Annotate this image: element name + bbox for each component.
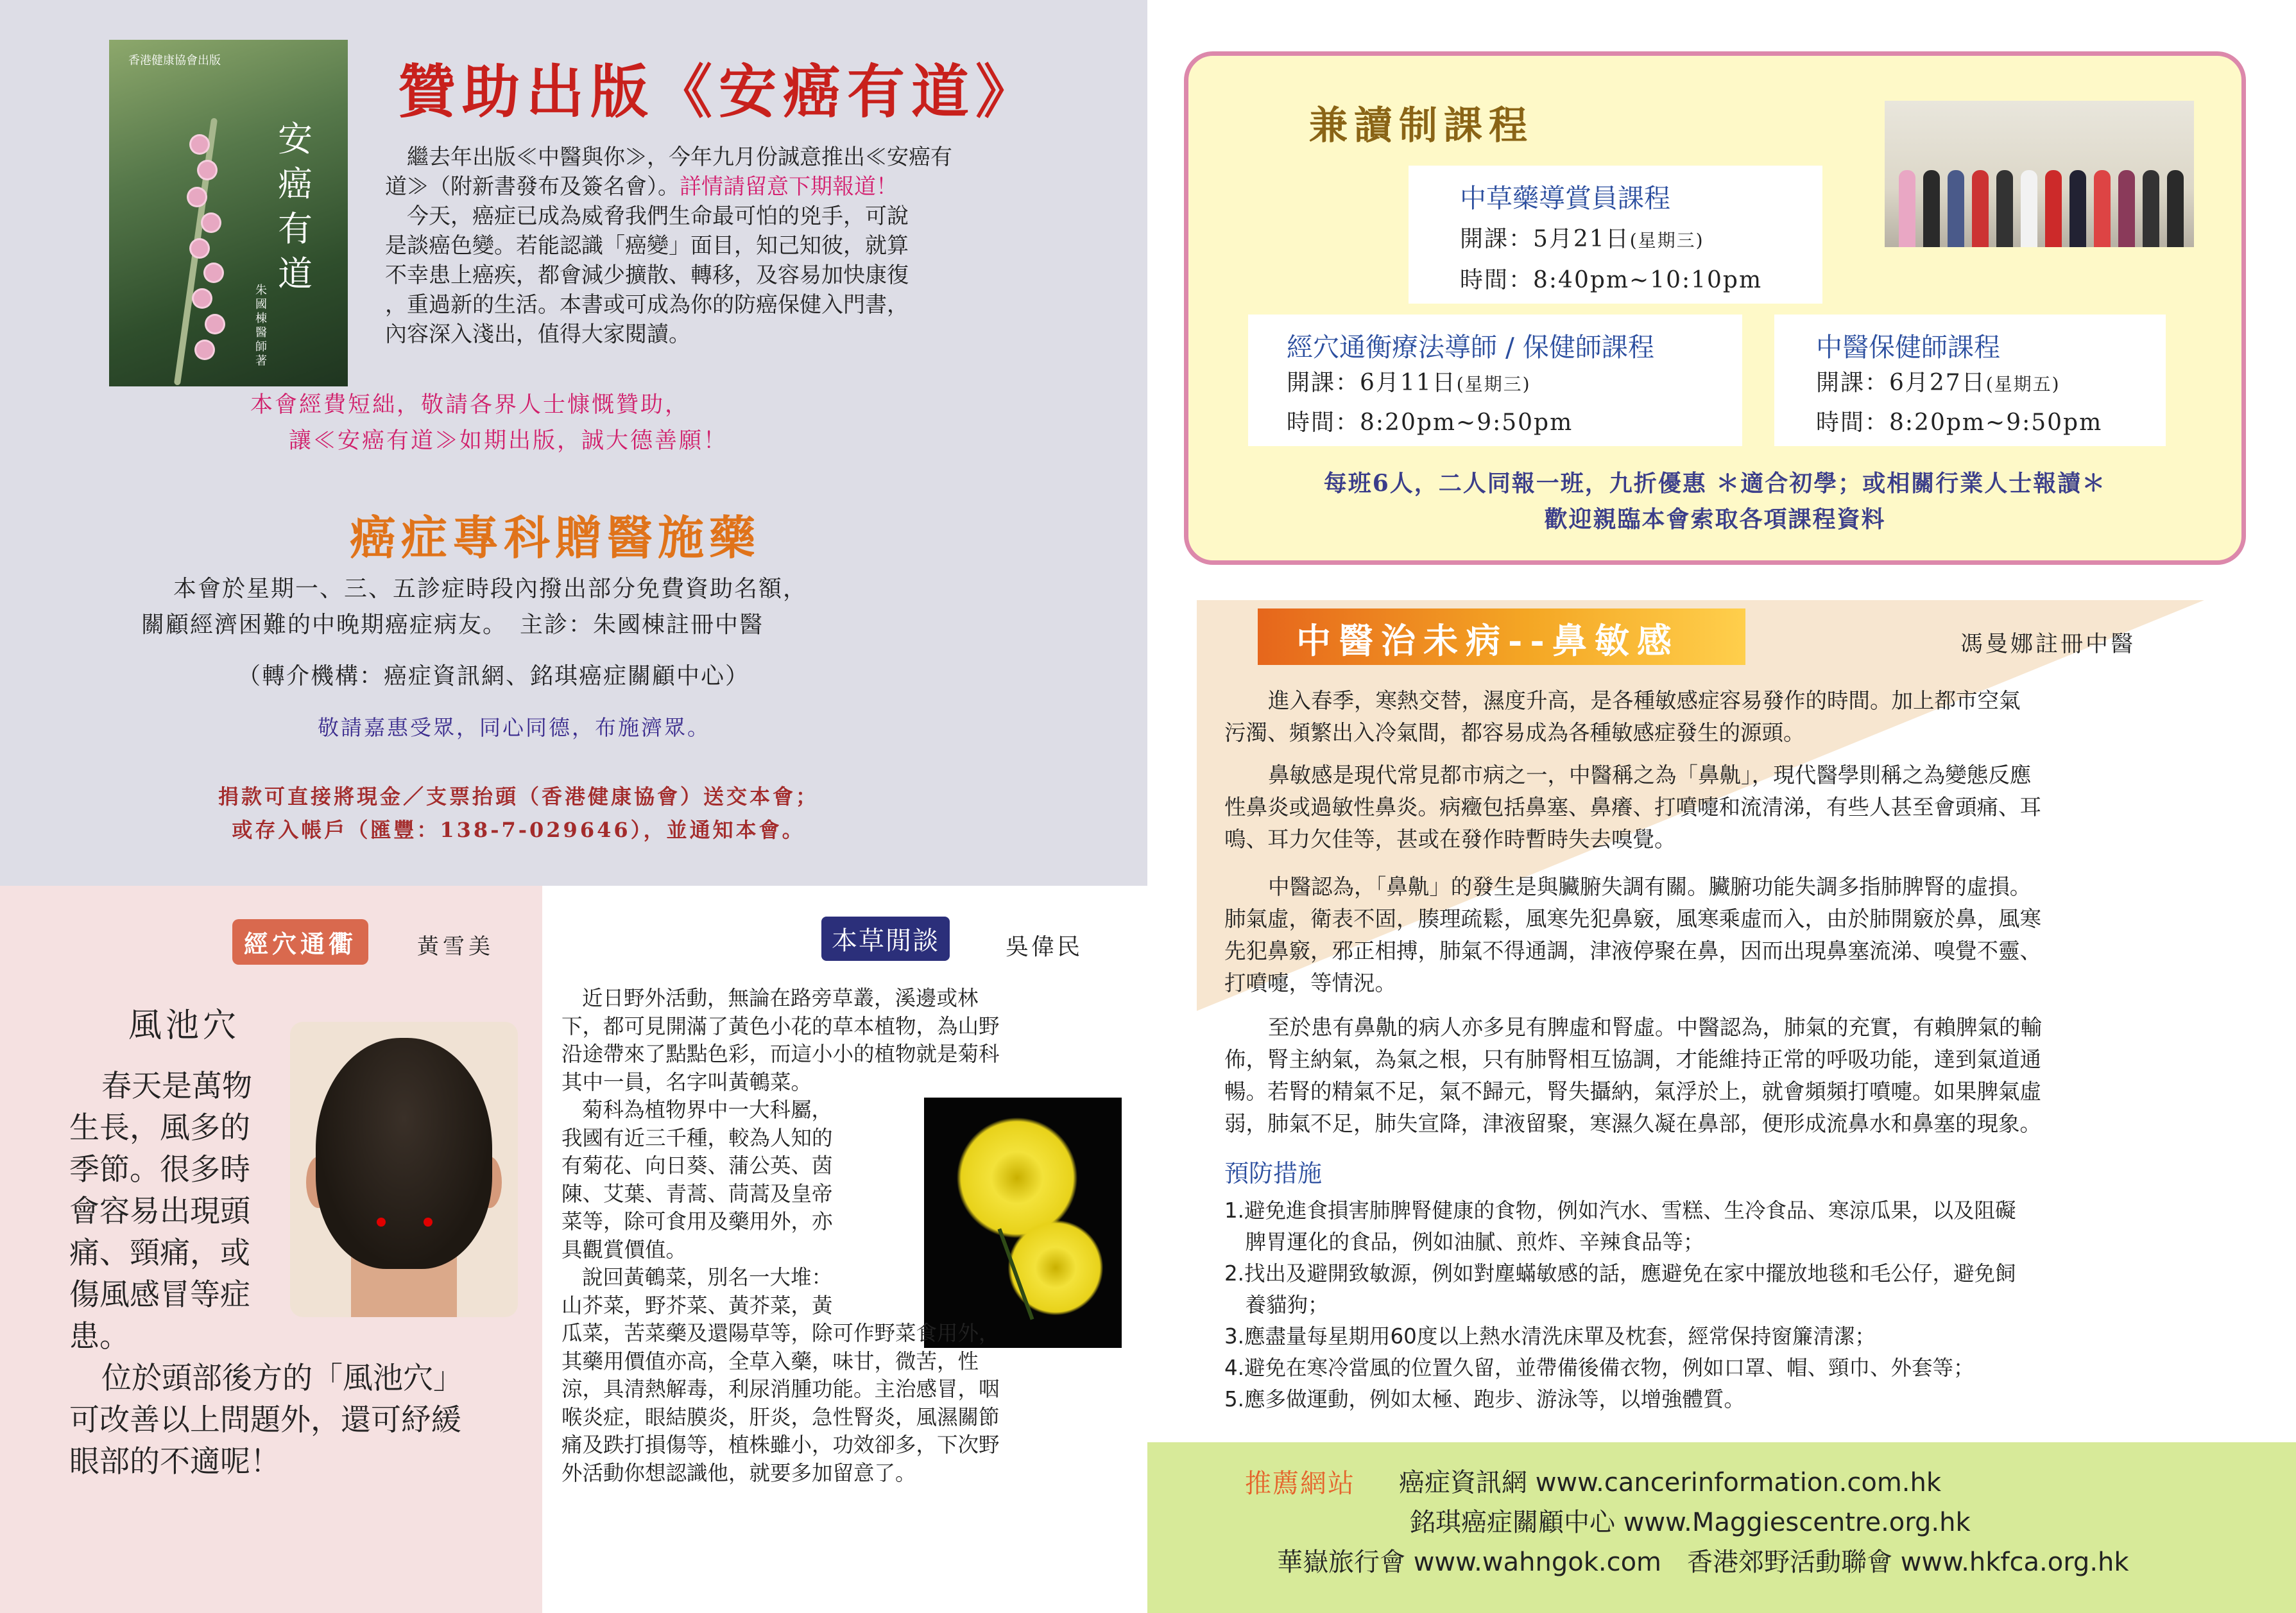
article-paragraph <box>1224 685 2225 749</box>
text-line: 弱，肺氣不足，肺失宣降，津液留聚，寒濕久凝在鼻部，便形成流鼻水和鼻塞的現象。 <box>1224 1111 2041 1136</box>
course-start-date: 開課：6月11日 <box>1287 370 1457 396</box>
text-line: 不幸患上癌疾，都會減少擴散、轉移，及容易加快康復 <box>385 263 909 288</box>
course-start-day: (星期三) <box>1456 374 1531 395</box>
list-item: 1.避免進食損害肺脾腎健康的食物，例如汽水、雪糕、生冷食品、寒涼瓜果，以及阻礙 <box>1224 1198 2016 1223</box>
text-line: 暢。若腎的精氣不足，氣不歸元，腎失攝納，氣浮於上，就會頻頻打噴嚏。如果脾氣虛 <box>1224 1079 2041 1104</box>
herb-author: 吳偉民 <box>1006 934 1083 960</box>
course-start-day: (星期三) <box>1629 230 1704 251</box>
flower-graphic <box>191 240 208 257</box>
text-line: 污濁、頻繁出入冷氣間，都容易成為各種敏感症發生的源頭。 <box>1224 720 1805 745</box>
article-paragraph <box>1224 871 2225 999</box>
text-line: 可改善以上問題外，還可紓緩 <box>69 1402 461 1438</box>
list-item: 2.找出及避開致敏源，例如對塵蟎敏感的話，應避免在家中擺放地毯和毛公仔，避免飼 <box>1224 1261 2016 1286</box>
text-line: 肺氣虛，衛表不固，腠理疏鬆，風寒先犯鼻竅，風寒乘虛而入，由於肺開竅於鼻，風寒 <box>1224 906 2041 931</box>
acupoint-author: 黃雪美 <box>417 934 494 960</box>
websites-title: 推薦網站 <box>1245 1468 1355 1499</box>
text-line: 本會於星期一、三、五診症時段內撥出部分免費資助名額， <box>173 576 808 602</box>
publication-emphasis: 詳情請留意下期報道！ <box>680 174 898 200</box>
text-line: ，重過新的生活。本書或可成為你的防癌保健入門書， <box>385 292 909 318</box>
text-line: 菊科為植物界中一大科屬， <box>582 1098 833 1122</box>
invitation-text: 敬請嘉惠受眾，同心同德，布施濟眾。 <box>318 715 710 740</box>
course-time: 時間：8:20pm~9:50pm <box>1287 410 1573 436</box>
course-start <box>1816 365 2060 397</box>
person-graphic <box>1948 170 1964 247</box>
text-line: 春天是萬物 <box>101 1069 252 1104</box>
text-line: 佈，腎主納氣，為氣之根，只有肺腎相互協調，才能維持正常的呼吸功能，達到氣道通 <box>1224 1047 2041 1072</box>
course-title: 中草藥導賞員課程 <box>1460 183 1670 214</box>
text-line: 內容深入淺出，值得大家閱讀。 <box>385 322 690 347</box>
book-publisher: 香港健康協會出版 <box>128 54 221 67</box>
book-cover-title: 安癌有道 <box>278 119 313 294</box>
text-line: 說回黃鵪菜，別名一大堆： <box>582 1265 833 1290</box>
text-line <box>385 172 1084 202</box>
text-line: 季節。很多時 <box>69 1152 250 1187</box>
course-time: 時間：8:40pm~10:10pm <box>1460 267 1763 293</box>
text-line: 近日野外活動，無論在路旁草叢，溪邊或林 <box>582 986 979 1010</box>
flower-graphic <box>205 264 222 281</box>
text-line: 性鼻炎或過敏性鼻炎。病癥包括鼻塞、鼻癢、打噴嚏和流清涕，有些人甚至會頭痛、耳 <box>1224 795 2041 820</box>
text-line: 眼部的不適呢！ <box>69 1444 280 1479</box>
article-paragraph <box>1224 759 2225 856</box>
text-line: 或存入帳戶（匯豐：138-7-029646），並通知本會。 <box>232 818 805 842</box>
text-line: 具觀賞價值。 <box>561 1237 687 1262</box>
text-line: 涼，具清熱解毒，利尿消腫功能。主治感冒，咽 <box>561 1377 1000 1401</box>
course-title: 經穴通衡療法導師 / 保健師課程 <box>1287 332 1654 363</box>
person-graphic <box>2021 170 2037 247</box>
course-heading: 兼讀制課程 <box>1309 103 1534 148</box>
group-photo <box>1885 101 2194 247</box>
text-line: 痛及跌打損傷等，植株雖小，功效卻多，下次野 <box>561 1433 1000 1457</box>
publication-body <box>385 142 1084 349</box>
course-card <box>1248 315 1742 446</box>
person-graphic <box>1899 170 1915 247</box>
prevention-heading: 預防措施 <box>1224 1159 1323 1187</box>
text-line: 生長，風多的 <box>69 1110 250 1146</box>
text-line: 其中一員，名字叫黃鵪菜。 <box>561 1069 812 1094</box>
flower-graphic <box>191 136 208 153</box>
cancer-clinic-heading: 癌症專科贈醫施藥 <box>350 510 761 565</box>
list-item: 3.應盡量每星期用60度以上熱水清洗床單及枕套，經常保持窗簾清潔； <box>1224 1324 1876 1349</box>
text-line: 讓≪安癌有道≫如期出版，誠大德善願！ <box>289 428 728 454</box>
text-line: 至於患有鼻鼽的病人亦多見有脾虛和腎虛。中醫認為，肺氣的充實，有賴脾氣的輸 <box>1268 1015 2042 1040</box>
flower-graphic <box>196 341 213 358</box>
article-author: 馮曼娜註冊中醫 <box>1960 632 2136 657</box>
text-line: 進入春季，寒熱交替，濕度升高，是各種敏感症容易發作的時間。加上都市空氣 <box>1268 688 2021 713</box>
flower-graphic <box>194 290 210 307</box>
course-card <box>1774 315 2166 446</box>
text-line: 下，都可見開滿了黃色小花的草本植物，為山野 <box>561 1014 1000 1039</box>
text-line: 瓜菜，苦菜藥及還陽草等，除可作野菜食用外， <box>561 1321 1000 1345</box>
course-note <box>1258 465 2172 537</box>
text-line: 痛、頸痛，或 <box>69 1236 250 1271</box>
flower-graphic <box>199 162 216 178</box>
referral-agencies: （轉介機構：癌症資訊網、銘琪癌症關顧中心） <box>237 663 750 689</box>
text-line: 打噴嚏，等情況。 <box>1224 970 1396 996</box>
text-line: 喉炎症，眼結膜炎，肝炎，急性腎炎，風濕關節 <box>561 1404 1000 1429</box>
text-line: 歡迎親臨本會索取各項課程資料 <box>1544 506 1886 533</box>
text-line: 位於頭部後方的「風池穴」 <box>101 1361 463 1396</box>
cancer-clinic-body <box>141 571 1040 643</box>
person-graphic <box>2094 170 2111 247</box>
flower-graphic <box>207 316 223 332</box>
text-line: 是談癌色變。若能認識「癌變」面目，知己知彼，就算 <box>385 233 909 259</box>
text-line: 鳴、耳力欠佳等，甚或在發作時暫時失去嗅覺。 <box>1224 827 1676 852</box>
course-title: 中醫保健師課程 <box>1816 332 2000 363</box>
text-line: 我國有近三千種，較為人知的 <box>561 1125 833 1150</box>
article-title: 中醫治未病--鼻敏感 <box>1296 620 1679 661</box>
text-line: 外活動你想認識他，就要多加留意了。 <box>561 1460 916 1485</box>
course-start <box>1460 221 1704 254</box>
list-item: 脾胃運化的食品，例如油膩、煎炸、辛辣食品等； <box>1224 1230 1704 1254</box>
person-graphic <box>2069 170 2086 247</box>
text-line: 有菊花、向日葵、蒲公英、茵 <box>561 1153 833 1178</box>
flower-graphic <box>189 189 205 205</box>
publication-heading: 贊助出版《安癌有道》 <box>398 58 1040 126</box>
herb-column-badge: 本草閒談 <box>821 917 950 961</box>
person-graphic <box>2118 170 2135 247</box>
course-start-date: 開課：5月21日 <box>1460 226 1630 252</box>
acupoint-title: 風池穴 <box>128 1006 241 1045</box>
text-line: 沿途帶來了點點色彩，而這小小的植物就是菊科 <box>561 1042 1000 1066</box>
acupoint-column-badge: 經穴通衢 <box>232 919 368 965</box>
donation-info <box>218 780 819 847</box>
person-graphic <box>2045 170 2062 247</box>
text-line: 患。 <box>69 1319 130 1354</box>
course-start <box>1287 365 1531 397</box>
book-cover-author: 朱國棟醫師 著 <box>255 284 267 368</box>
person-graphic <box>1972 170 1989 247</box>
text-fragment: 道≫（附新書發布及簽名會）。 <box>385 174 680 200</box>
text-line: 繼去年出版≪中醫與你≫，今年九月份誠意推出≪安癌有 <box>407 144 952 170</box>
acupoint-body <box>69 1065 518 1483</box>
course-start-date: 開課：6月27日 <box>1816 370 1986 396</box>
herb-body <box>561 985 1126 1487</box>
person-graphic <box>2167 170 2184 247</box>
text-line: 傷風感冒等症 <box>69 1277 250 1313</box>
text-line: 關顧經濟困難的中晚期癌症病友。 主診：朱國棟註冊中醫 <box>141 612 764 638</box>
website-link[interactable]: 華嶽旅行會 www.wahngok.com 香港郊野活動聯會 www.hkfca.org.hk <box>1277 1548 2129 1577</box>
course-start-day: (星期五) <box>1985 374 2060 395</box>
text-line: 捐款可直接將現金／支票抬頭（香港健康協會）送交本會； <box>218 784 819 809</box>
flower-graphic <box>203 214 219 231</box>
website-link[interactable]: 銘琪癌症關顧中心 www.Maggiescentre.org.hk <box>1410 1508 1971 1537</box>
list-item: 養貓狗； <box>1224 1293 1329 1317</box>
text-line: 陳、艾葉、青蒿、茼蒿及皇帝 <box>561 1181 833 1206</box>
article-paragraph <box>1224 1012 2225 1140</box>
text-line: 今天，癌症已成為威脅我們生命最可怕的兇手，可說 <box>407 203 909 229</box>
text-line: 山芥菜，野芥菜、黃芥菜，黃 <box>561 1293 833 1318</box>
website-link[interactable]: 癌症資訊網 www.cancerinformation.com.hk <box>1399 1468 1942 1497</box>
sponsorship-appeal <box>250 387 728 459</box>
prevention-list <box>1224 1195 2225 1415</box>
text-line: 其藥用價值亦高，全草入藥，味甘，微苦，性 <box>561 1349 979 1374</box>
text-line: 每班6人，二人同報一班，九折優惠 ＊適合初學；或相關行業人士報讀＊ <box>1323 470 2107 497</box>
person-graphic <box>1996 170 2013 247</box>
book-cover-image <box>109 40 348 386</box>
text-line: 先犯鼻竅，邪正相搏，肺氣不得通調，津液停聚在鼻，因而出現鼻塞流涕、嗅覺不靈、 <box>1224 938 2041 963</box>
list-item: 5.應多做運動，例如太極、跑步、游泳等，以增強體質。 <box>1224 1387 1745 1411</box>
text-line: 菜等，除可食用及藥用外，亦 <box>561 1209 833 1234</box>
text-line: 本會經費短絀，敬請各界人士慷慨贊助， <box>250 392 690 418</box>
text-line: 中醫認為，「鼻鼽」的發生是與臟腑失調有關。臟腑功能失調多指肺脾腎的虛損。 <box>1268 874 2032 899</box>
person-graphic <box>1923 170 1940 247</box>
text-line: 會容易出現頭 <box>69 1194 250 1229</box>
list-item: 4.避免在寒冷當風的位置久留，並帶備後備衣物，例如口罩、帽、頸巾、外套等； <box>1224 1356 1975 1380</box>
course-time: 時間：8:20pm~9:50pm <box>1816 410 2103 436</box>
course-card <box>1409 166 1822 304</box>
text-line: 鼻敏感是現代常見都市病之一，中醫稱之為「鼻鼽」，現代醫學則稱之為變態反應 <box>1268 763 2032 788</box>
person-graphic <box>2143 170 2159 247</box>
